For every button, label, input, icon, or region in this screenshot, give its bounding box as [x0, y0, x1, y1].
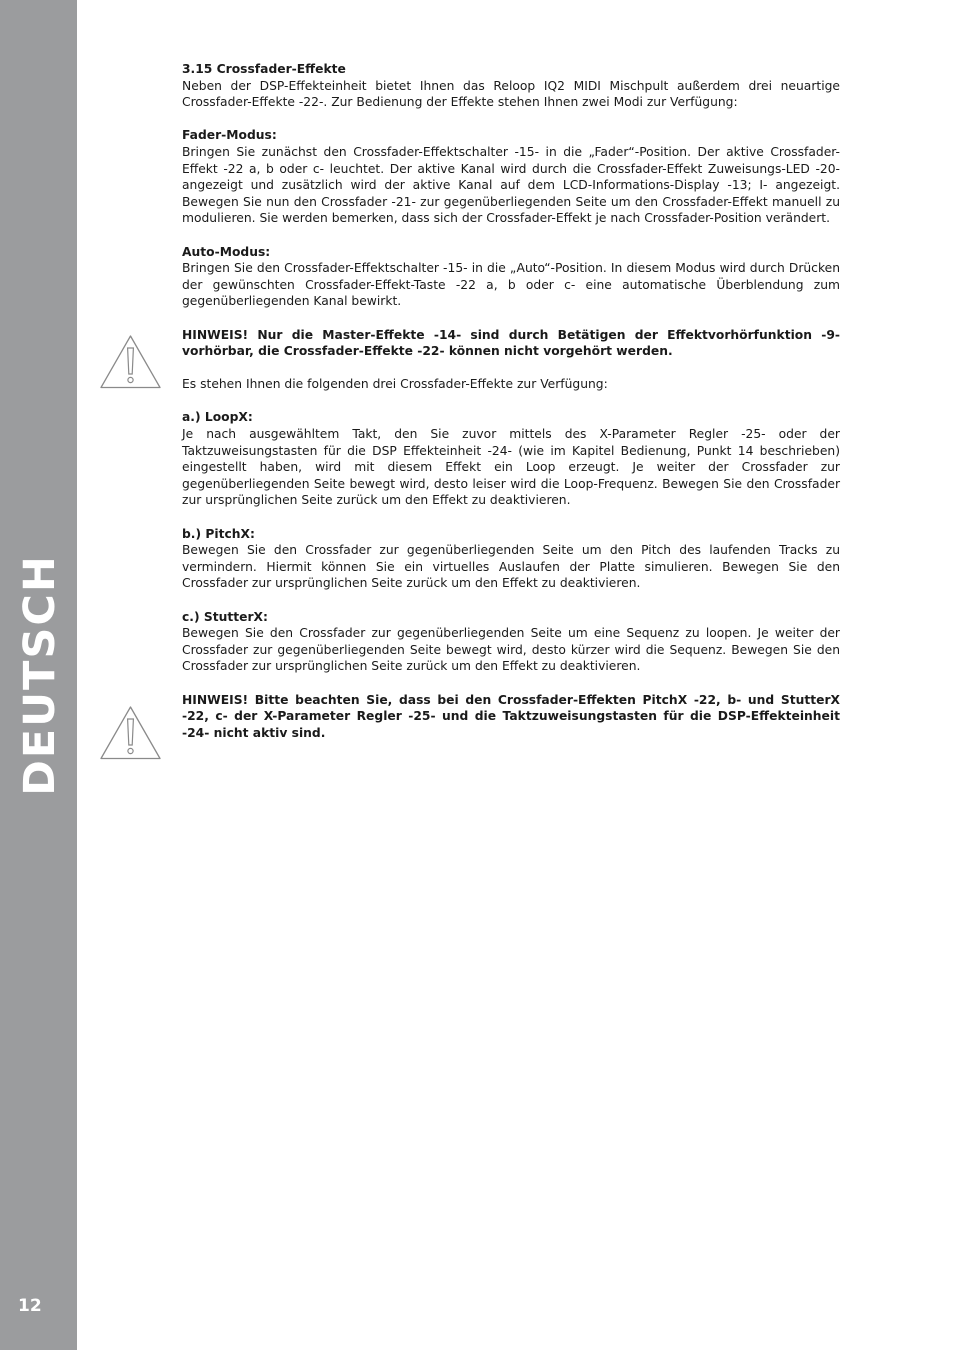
- effects-intro-text: Es stehen Ihnen die folgenden drei Crossfader-Effekte zur Verfügung:: [182, 377, 608, 392]
- pitchx-block: [182, 526, 840, 592]
- warning-triangle-icon: [99, 705, 162, 761]
- page-number: 12: [18, 1296, 42, 1316]
- auto-mode-heading: Auto-Modus:: [182, 244, 271, 259]
- notice-preview-text: HINWEIS! Nur die Master-Effekte -14- sind durch Betätigen der Effektvorhörfunktion -9- vorhörbar, die Crossfader-Effekte -22- können nicht vorgehört werden.: [182, 327, 840, 359]
- notice-inactive-controls: [182, 692, 840, 742]
- section-heading: 3.15 Crossfader-Effekte: [182, 62, 346, 76]
- auto-mode-block: [182, 244, 840, 310]
- fader-mode-block: [182, 127, 840, 227]
- section-intro: Neben der DSP-Effekteinheit bietet Ihnen das Reloop IQ2 MIDI Mischpult außerdem drei neuartige Crossfader-Effekte -22-. Zur Bedienung der Effekte stehen Ihnen zwei Modi zur Verfügung:: [182, 78, 840, 110]
- pitchx-heading: b.) PitchX:: [182, 526, 255, 541]
- pitchx-text: Bewegen Sie den Crossfader zur gegenüberliegenden Seite um den Pitch des laufenden Tracks zu vermindern. Hiermit können Sie ein virtuelles Auslaufen der Platte simulieren. Bewegen Sie den Crossfader zur ursprünglichen Seite zurück um den Effekt zu deaktivieren.: [182, 543, 840, 591]
- section-crossfader-effects: [182, 61, 840, 111]
- notice-preview: [182, 327, 840, 360]
- language-sidebar: [0, 0, 77, 1350]
- loopx-heading: a.) LoopX:: [182, 410, 253, 425]
- stutterx-block: [182, 609, 840, 675]
- stutterx-text: Bewegen Sie den Crossfader zur gegenüberliegenden Seite um eine Sequenz zu loopen. Je weiter der Crossfader zur gegenüberliegenden Seite bewegt wird, desto kürzer wird die Sequenz. Bewegen Sie den Crossfader zur ursprünglichen Seite zurück um den Effekt zu deaktivieren.: [182, 626, 840, 674]
- fader-mode-text: Bringen Sie zunächst den Crossfader-Effektschalter -15- in die „Fader“-Position. Der aktive Crossfader-Effekt -22 a, b oder c- leuchtet. Der aktive Kanal wird durch die Crossfader-Effekt Zuweisungs-LED -20- angezeigt und zusätzlich wird der aktive Kanal auf dem LCD-Informations-Display -13; I- angezeigt. Bewegen Sie nun den Crossfader -21- zur gegenüberliegenden Seite um den Crossfader-Effekt manuell zu modulieren. Sie werden bemerken, dass sich der Crossfader-Effekt je nach Crossfader-Position verändert.: [182, 144, 840, 226]
- loopx-block: [182, 409, 840, 509]
- loopx-text: Je nach ausgewähltem Takt, den Sie zuvor mittels des X-Parameter Regler -25- oder der Taktzuweisungstasten für die DSP Effekteinheit -24- (wie im Kapitel Bedienung, Punkt 14 beschrieben) eingestellt haben, wird mit diesem Effekt ein Loop erzeugt. Je weiter der Crossfader zur gegenüberliegenden Seite bewegt wird, desto leiser wird die Loop-Frequenz. Bewegen Sie den Crossfader zur ursprünglichen Seite zurück um den Effekt zu deaktivieren.: [182, 427, 840, 508]
- stutterx-heading: c.) StutterX:: [182, 609, 268, 624]
- warning-triangle-icon: [99, 334, 162, 390]
- auto-mode-text: Bringen Sie den Crossfader-Effektschalter -15- in die „Auto“-Position. In diesem Modus wird durch Drücken der gewünschten Crossfader-Effekt-Taste -22 a, b oder c- eine automatische Überblendung zum gegenüberliegenden Kanal bewirkt.: [182, 261, 840, 309]
- notice-inactive-text: HINWEIS! Bitte beachten Sie, dass bei den Crossfader-Effekten PitchX -22, b- und StutterX -22, c- der X-Parameter Regler -25- und die Taktzuweisungstasten für die DSP-Effekteinheit -24- nicht aktiv sind.: [182, 692, 840, 740]
- language-label: DEUTSCH: [15, 554, 65, 796]
- main-content: [182, 61, 840, 758]
- effects-intro-block: [182, 376, 840, 393]
- fader-mode-heading: Fader-Modus:: [182, 128, 277, 143]
